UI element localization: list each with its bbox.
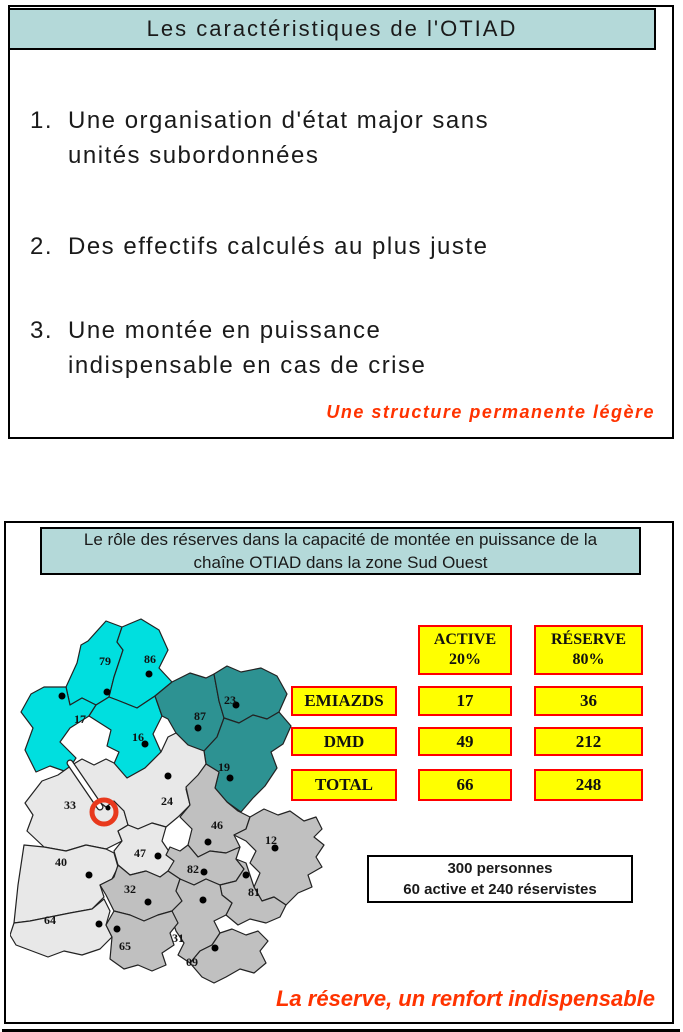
dept-12-label: 12 — [265, 833, 277, 847]
dept-09-label: 09 — [186, 955, 198, 969]
table-row-dmd-active: 49 — [418, 727, 512, 756]
dept-17-label: 17 — [74, 712, 86, 726]
dept-46-label: 46 — [211, 818, 223, 832]
list-item-2-line1: Des effectifs calculés au plus juste — [68, 233, 489, 260]
dept-82-label: 82 — [187, 862, 199, 876]
table-row-total-reserve: 248 — [534, 769, 643, 801]
header-active-line1: ACTIVE — [433, 631, 497, 648]
dept-87-label: 87 — [194, 709, 206, 723]
table-header-reserve — [534, 625, 643, 675]
dept-17-shape — [21, 687, 96, 772]
dept-65-shape — [106, 911, 178, 971]
header-reserve-line2: 80% — [572, 651, 605, 668]
list-item-1-line2: unités subordonnées — [68, 142, 320, 169]
table-row-emiazds-label: EMIAZDS — [291, 686, 397, 716]
table-row-total-active: 66 — [418, 769, 512, 801]
dept-31-label: 31 — [172, 931, 184, 945]
slide2-tagline: La réserve, un renfort indispensable — [275, 986, 655, 1011]
table-row-dmd-label: DMD — [291, 727, 397, 756]
slide2-title-line2: chaîne OTIAD dans la zone Sud Ouest — [193, 553, 488, 572]
note-line1: 300 personnes — [447, 860, 553, 877]
list-item-1 — [30, 103, 489, 173]
dept-24-label: 24 — [161, 794, 173, 808]
header-reserve-line1: RÉSERVE — [550, 631, 626, 648]
table-header-active — [418, 625, 512, 675]
dept-19-label: 19 — [218, 760, 230, 774]
list-item-1-text — [68, 103, 489, 173]
dept-79-label: 79 — [99, 654, 111, 668]
slide1-tagline: Une structure permanente légère — [326, 402, 655, 422]
list-item-3 — [30, 313, 426, 383]
list-item-2 — [30, 229, 488, 264]
list-item-3-number: 3. — [30, 317, 54, 344]
header-active-line2: 20% — [449, 651, 481, 668]
list-item-2-text — [68, 229, 488, 264]
dept-64-label: 64 — [44, 913, 56, 927]
table-row-emiazds-reserve: 36 — [534, 686, 643, 716]
dept-47-label: 47 — [134, 846, 146, 860]
dept-81-label: 81 — [248, 885, 260, 899]
note-line2: 60 active et 240 réservistes — [403, 881, 597, 898]
dept-33-label: 33 — [64, 798, 76, 812]
slide-role-reserves — [4, 521, 674, 1024]
slide1-title: Les caractéristiques de l'OTIAD — [146, 16, 518, 41]
table-row-emiazds-active: 17 — [418, 686, 512, 716]
list-item-3-line1: Une montée en puissance — [68, 317, 382, 344]
slide1-title-box — [8, 8, 656, 50]
dept-23-label: 23 — [224, 693, 236, 707]
dept-65-label: 65 — [119, 939, 131, 953]
list-item-1-number: 1. — [30, 107, 54, 134]
dept-86-label: 86 — [144, 652, 156, 666]
list-item-2-number: 2. — [30, 233, 54, 260]
table-row-dmd-reserve: 212 — [534, 727, 643, 756]
dept-32-label: 32 — [124, 882, 136, 896]
personnel-note-box — [367, 855, 633, 903]
dept-40-label: 40 — [55, 855, 67, 869]
slide2-title-box — [40, 527, 641, 575]
table-row-total-label: TOTAL — [291, 769, 397, 801]
slide-characteristiques — [8, 5, 674, 439]
list-item-3-text — [68, 313, 426, 383]
sud-ouest-map-svg — [10, 615, 360, 1015]
list-item-1-line1: Une organisation d'état major sans — [68, 107, 490, 134]
list-item-3-line2: indispensable en cas de crise — [68, 352, 427, 379]
sud-ouest-map — [10, 615, 360, 1015]
slide2-title-line1: Le rôle des réserves dans la capacité de montée en puissance de la — [83, 530, 598, 549]
dept-16-label: 16 — [132, 730, 144, 744]
